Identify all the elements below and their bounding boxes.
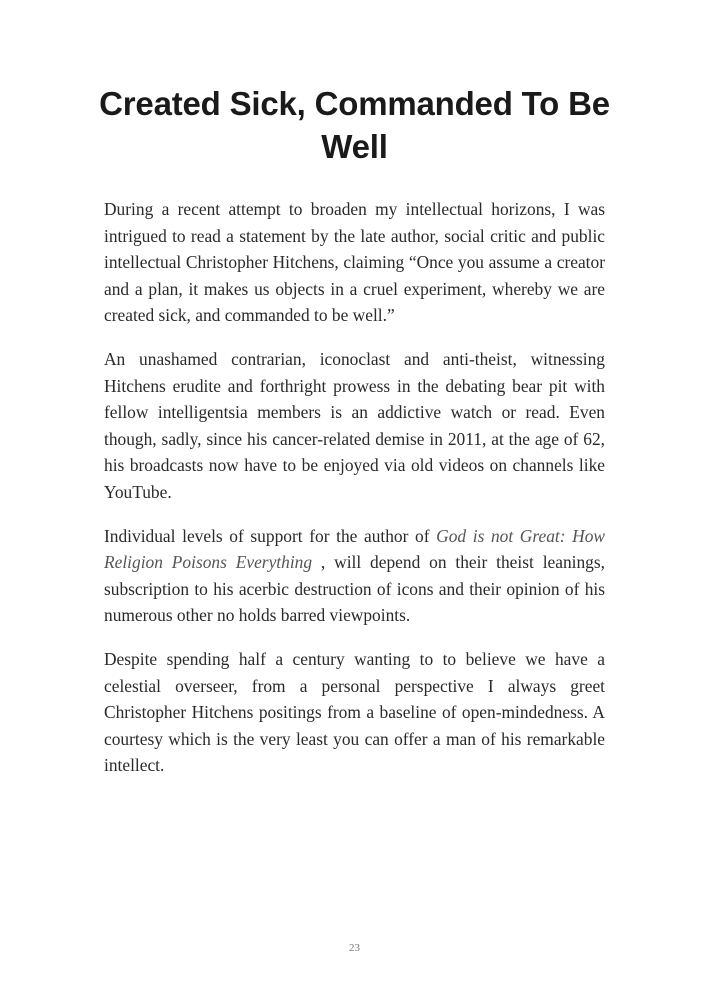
- paragraph-3: [104, 523, 605, 629]
- paragraph-3-intro: Individual levels of support for the author of: [104, 525, 437, 546]
- paragraph-4: Despite spending half a century wanting to to believe we have a celestial overseer, from a personal perspective I always greet Christopher Hitchens positings from a baseline of open-mindedness. A courtesy which is the very least you can offer a man of his remarkable intellect.: [104, 648, 605, 776]
- paragraph-1: During a recent attempt to broaden my intellectual horizons, I was intrigued to read a statement by the late author, social critic and public intellectual Christopher Hitchens, claiming “Once you assume a creator and a plan, it makes us objects in a cruel experiment, whereby we are created sick, and commanded to be well.”: [104, 199, 605, 326]
- chapter-body: [104, 196, 605, 779]
- book-title: God is not Great: How Religion Poisons Everything: [104, 525, 605, 573]
- page-number: 23: [349, 942, 360, 954]
- chapter-title: Created Sick, Commanded To Be Well: [99, 85, 610, 165]
- paragraph-2: An unashamed contrarian, iconoclast and anti-theist, witnessing Hitchens erudite and forthright prowess in the debating bear pit with fellow intelligentsia members is an addictive watch or read. Even though, sadly, since his cancer-related demise in 2011, at the age of 62, his broadcasts now have to be enjoyed via old videos on channels like YouTube.: [104, 348, 605, 502]
- paragraph-3-rest: , will depend on their theist leanings, subscription to his acerbic destruction of icons and their opinion of his numerous other no holds barred viewpoints.: [104, 552, 605, 626]
